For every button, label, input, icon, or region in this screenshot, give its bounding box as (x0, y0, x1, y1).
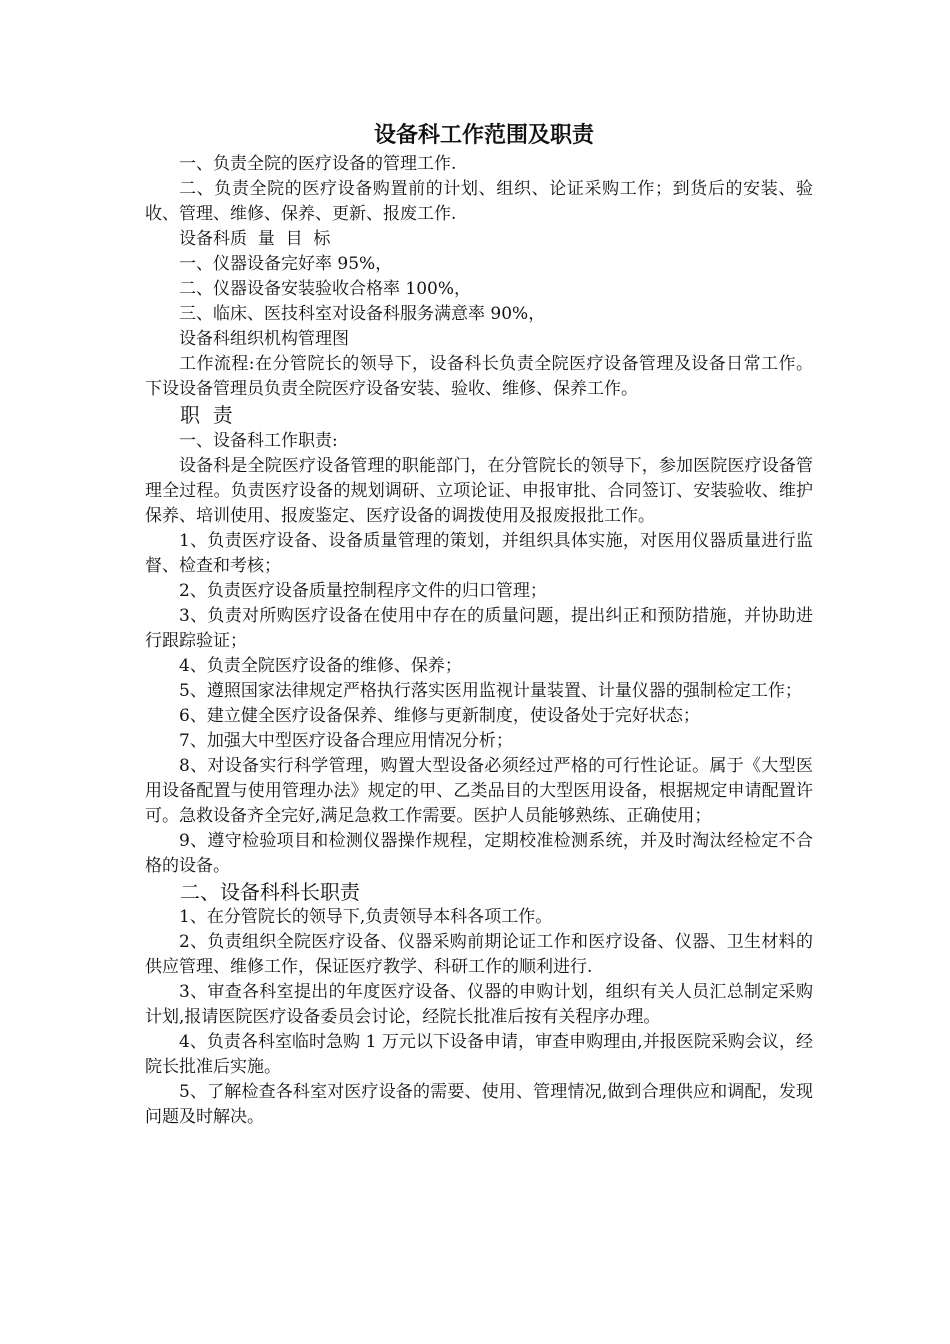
document-title: 设备科工作范围及职责 (373, 122, 594, 148)
dept-duty-item-8: 8、对设备实行科学管理，购置大型设备必须经过严格的可行性论证。属于《大型医用设备配置与使用管理办法》规定的甲、乙类品目的大型医用设备，根据规定申请配置许可。急救设备齐全完好,满足急救工作需要。医护人员能够熟练、正确使用； (145, 756, 813, 826)
scope-item-1: 一、负责全院的医疗设备的管理工作. (179, 154, 457, 174)
chief-duty-item-1: 1、在分管院长的领导下,负责领导本科各项工作。 (179, 907, 553, 927)
quality-item-1: 一、仪器设备完好率 95%， (179, 254, 393, 274)
dept-duty-item-7: 7、加强大中型医疗设备合理应用情况分析； (179, 731, 513, 751)
quality-item-3: 三、临床、医技科室对设备科服务满意率 90%， (179, 304, 546, 324)
dept-intro-paragraph: 设备科是全院医疗设备管理的职能部门，在分管院长的领导下，参加医院医疗设备管理全过程。负责医疗设备的规划调研、立项论证、申报审批、合同签订、安装验收、维护保养、培训使用、报废鉴定、医疗设备的调拨使用及报废报批工作。 (145, 456, 813, 526)
dept-duty-item-1: 1、负责医疗设备、设备质量管理的策划，并组织具体实施，对医用仪器质量进行监督、检查和考核； (145, 531, 813, 576)
dept-duty-item-5: 5、遵照国家法律规定严格执行落实医用监视计量装置、计量仪器的强制检定工作； (179, 681, 802, 701)
dept-duty-item-6: 6、建立健全医疗设备保养、维修与更新制度，使设备处于完好状态； (179, 706, 700, 726)
dept-duty-item-4: 4、负责全院医疗设备的维修、保养； (179, 656, 462, 676)
dept-duty-item-9: 9、遵守检验项目和检测仪器操作规程，定期校准检测系统，并及时淘汰经检定不合格的设备。 (145, 831, 813, 876)
chief-duty-item-3: 3、审查各科室提出的年度医疗设备、仪器的申购计划，组织有关人员汇总制定采购计划,报请医院医疗设备委员会讨论，经院长批准后按有关程序办理。 (145, 982, 813, 1027)
workflow-paragraph: 工作流程:在分管院长的领导下，设备科长负责全院医疗设备管理及设备日常工作。下设设备管理员负责全院医疗设备安装、验收、维修、保养工作。 (145, 354, 813, 399)
dept-duties-heading: 一、设备科工作职责: (179, 431, 338, 451)
document-page (145, 118, 813, 1130)
org-chart-heading: 设备科组织机构管理图 (179, 329, 349, 349)
chief-duties-heading: 二、设备科科长职责 (180, 880, 360, 904)
scope-item-2: 二、负责全院的医疗设备购置前的计划、组织、论证采购工作；到货后的安装、验收、管理、维修、保养、更新、报废工作. (145, 179, 813, 224)
dept-duty-item-2: 2、负责医疗设备质量控制程序文件的归口管理； (179, 581, 547, 601)
dept-duty-item-3: 3、负责对所购医疗设备在使用中存在的质量问题，提出纠正和预防措施，并协助进行跟踪验证； (145, 606, 813, 651)
quality-item-2: 二、仪器设备安装验收合格率 100%， (179, 279, 472, 299)
chief-duty-item-5: 5、了解检查各科室对医疗设备的需要、使用、管理情况,做到合理供应和调配，发现问题及时解决。 (145, 1082, 813, 1127)
chief-duty-item-4: 4、负责各科室临时急购 1 万元以下设备申请，审查申购理由,并报医院采购会议，经院长批准后实施。 (145, 1032, 813, 1077)
chief-duty-item-2: 2、负责组织全院医疗设备、仪器采购前期论证工作和医疗设备、仪器、卫生材料的供应管理、维修工作，保证医疗教学、科研工作的顺利进行. (145, 932, 813, 977)
quality-heading: 设备科质 量 目 标 (179, 229, 331, 249)
duties-heading: 职 责 (180, 403, 233, 427)
